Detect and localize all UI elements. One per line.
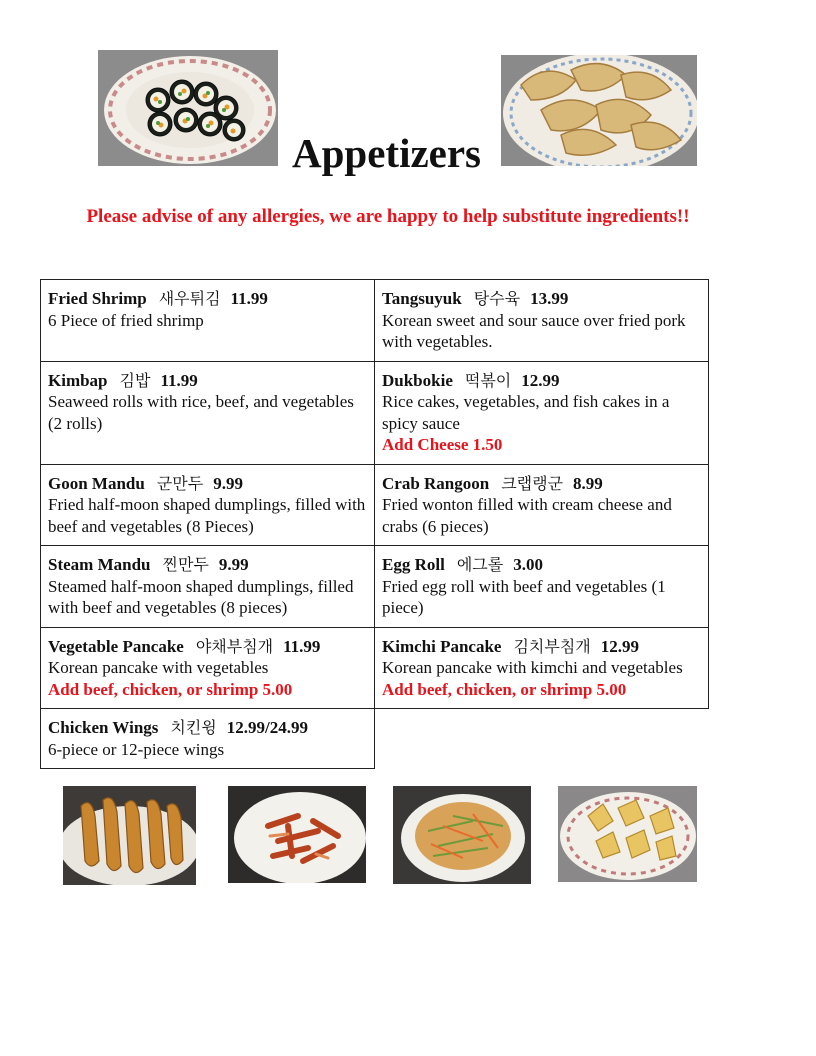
item-description: Rice cakes, vegetables, and fish cakes in a spicy sauce (382, 392, 670, 433)
menu-item (375, 280, 709, 362)
menu-item (41, 627, 375, 709)
table-row (41, 709, 709, 769)
table-row (41, 627, 709, 709)
fried-shrimp-photo (63, 786, 196, 885)
item-price: 11.99 (160, 370, 198, 390)
table-row (41, 464, 709, 546)
menu-item (375, 464, 709, 546)
item-addon: Add beef, chicken, or shrimp 5.00 (48, 679, 293, 699)
item-price: 13.99 (530, 289, 569, 308)
item-price: 3.00 (513, 555, 543, 574)
item-price: 12.99 (521, 370, 560, 390)
item-price: 8.99 (573, 473, 603, 493)
dukbokie-photo (228, 786, 366, 883)
item-name: Goon Mandu (48, 473, 145, 493)
item-korean-name: 크랩랭군 (501, 473, 564, 493)
table-row (41, 546, 709, 628)
item-name: Vegetable Pancake (48, 636, 184, 656)
page-title: Appetizers (292, 130, 482, 176)
item-korean-name: 떡볶이 (464, 370, 512, 390)
item-korean-name: 탕수육 (473, 289, 521, 308)
item-description: 6 Piece of fried shrimp (48, 310, 204, 330)
item-price: 9.99 (213, 473, 243, 493)
kimbap-plate-photo (98, 50, 278, 166)
item-name: Tangsuyuk (382, 289, 462, 308)
item-name: Fried Shrimp (48, 289, 147, 308)
item-name: Crab Rangoon (382, 473, 490, 493)
menu-item (41, 280, 375, 362)
item-description: Korean pancake with vegetables (48, 658, 269, 677)
item-description: Steamed half-moon shaped dumplings, filled with beef and vegetables (8 pieces) (48, 576, 354, 617)
item-korean-name: 김치부침개 (513, 636, 591, 656)
pancake-photo (393, 786, 531, 884)
item-description: Korean sweet and sour sauce over fried pork with vegetables. (382, 310, 686, 351)
menu-item (375, 627, 709, 709)
item-description: Korean pancake with kimchi and vegetables (382, 658, 683, 677)
item-korean-name: 에그롤 (456, 555, 504, 574)
menu-item (41, 546, 375, 628)
item-price: 12.99 (600, 636, 639, 656)
item-description: Fried egg roll with beef and vegetables (1 piece) (382, 576, 666, 617)
item-description: Seaweed rolls with rice, beef, and vegetables (2 rolls) (48, 392, 354, 433)
item-name: Dukbokie (382, 370, 453, 390)
item-name: Kimbap (48, 370, 108, 390)
item-name: Steam Mandu (48, 555, 151, 574)
item-price: 12.99/24.99 (226, 718, 308, 737)
item-name: Kimchi Pancake (382, 636, 502, 656)
item-name: Chicken Wings (48, 718, 159, 737)
menu-item (41, 361, 375, 464)
item-description: 6-piece or 12-piece wings (48, 739, 225, 759)
mandu-plate-photo (501, 55, 697, 166)
item-korean-name: 치킨윙 (170, 718, 217, 737)
crab-rangoon-photo (558, 786, 697, 882)
item-price: 11.99 (283, 636, 321, 656)
menu-table (40, 279, 709, 769)
item-description: Fried wonton filled with cream cheese and crabs (6 pieces) (382, 495, 672, 536)
item-korean-name: 찐만두 (162, 555, 209, 574)
item-korean-name: 군만두 (156, 473, 204, 493)
empty-cell (375, 709, 709, 769)
item-korean-name: 김밥 (119, 370, 151, 390)
item-korean-name: 새우튀김 (158, 289, 221, 308)
item-addon: Add Cheese 1.50 (382, 435, 503, 454)
table-row (41, 361, 709, 464)
item-name: Egg Roll (382, 555, 445, 574)
item-description: Fried half-moon shaped dumplings, filled with beef and vegetables (8 Pieces) (48, 495, 366, 536)
allergy-notice: Please advise of any allergies, we are happy to help substitute ingredients!! (86, 206, 690, 227)
menu-item (375, 546, 709, 628)
menu-item (375, 361, 709, 464)
menu-item (41, 709, 375, 769)
item-price: 9.99 (218, 555, 249, 574)
menu-item (41, 464, 375, 546)
item-korean-name: 야채부침개 (195, 636, 274, 656)
item-price: 11.99 (230, 289, 268, 308)
table-row (41, 280, 709, 362)
item-addon: Add beef, chicken, or shrimp 5.00 (382, 679, 627, 699)
